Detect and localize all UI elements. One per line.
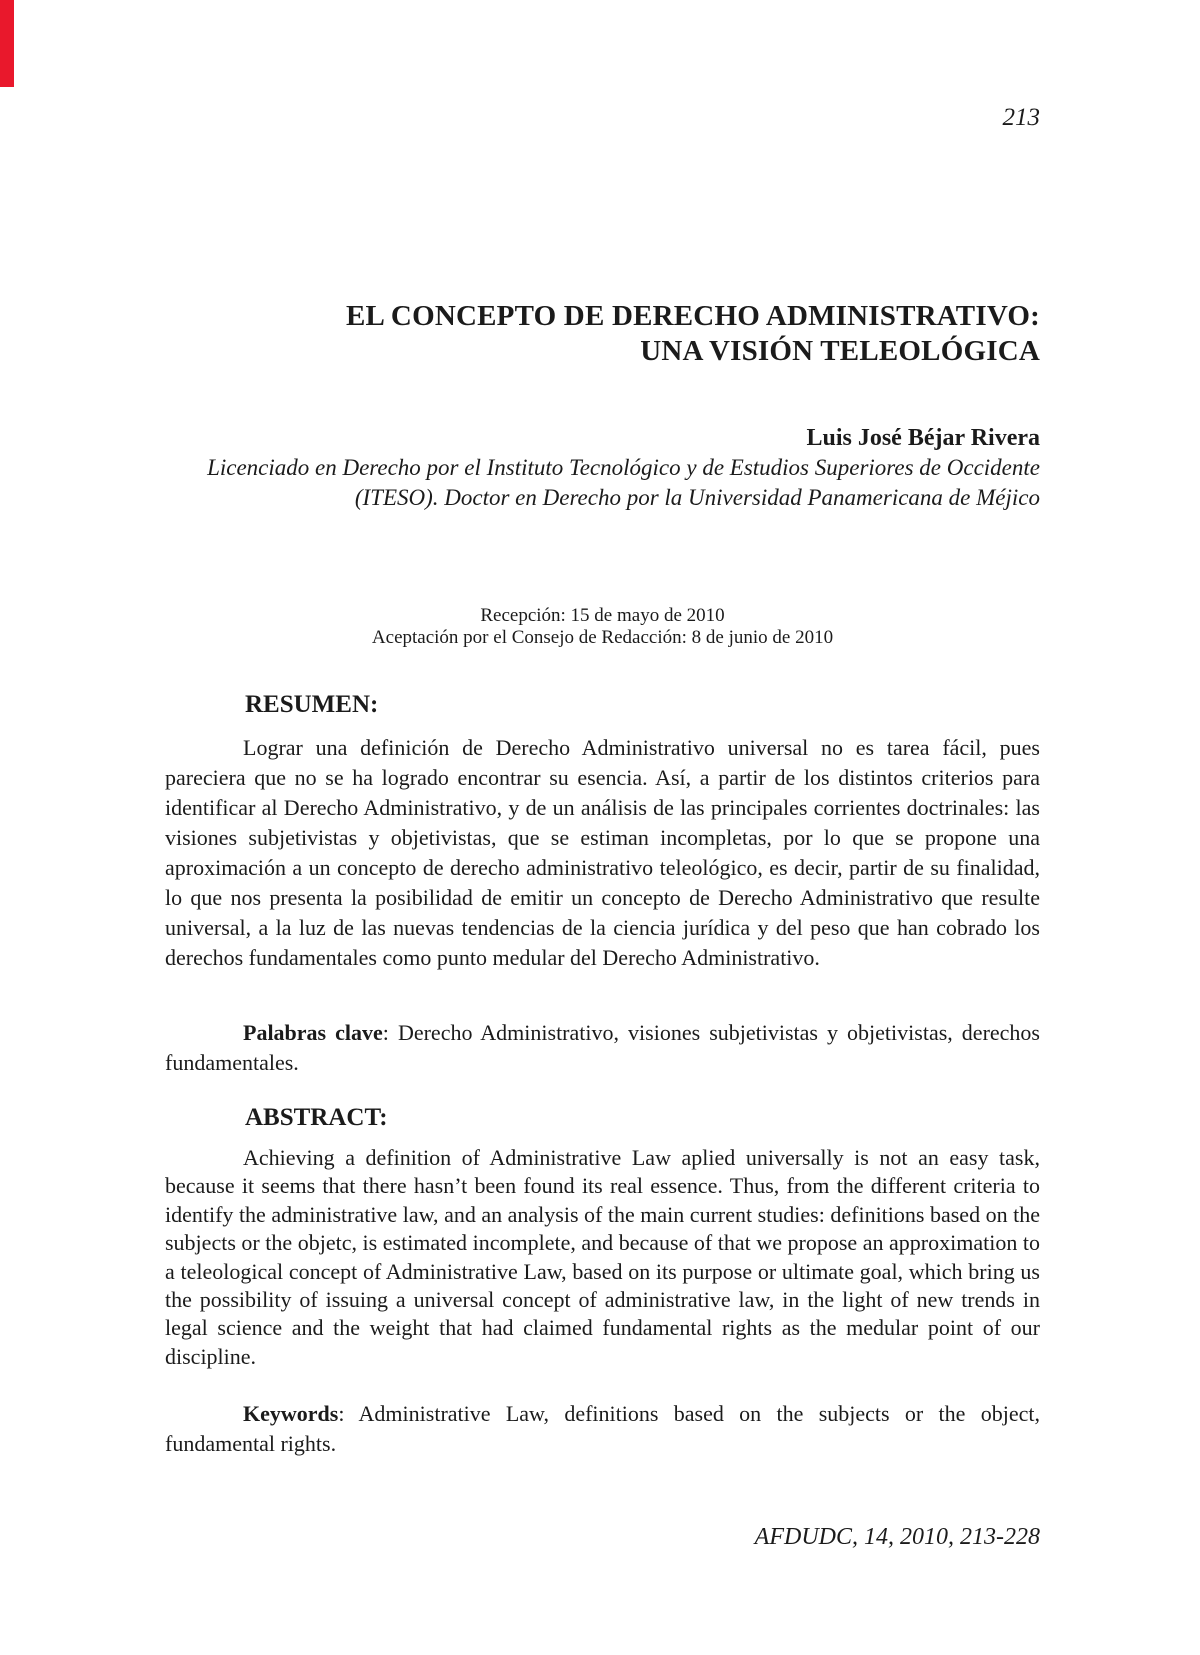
keywords-paragraph: [165, 1399, 1040, 1459]
abstract-heading-text: ABSTRACT:: [245, 1104, 388, 1131]
article-title-line-1: EL CONCEPTO DE DERECHO ADMINISTRATIVO:: [346, 300, 1040, 332]
resumen-heading-text: RESUMEN:: [245, 691, 379, 718]
palabras-clave-paragraph: [165, 1018, 1040, 1078]
author-name: Luis José Béjar Rivera: [806, 425, 1040, 451]
article-title-line-2: UNA VISIÓN TELEOLÓGICA: [640, 335, 1040, 367]
acceptance-date: Aceptación por el Consejo de Redacción: 8 de junio de 2010: [371, 626, 834, 648]
dates-block: [165, 605, 1040, 648]
article-title: [165, 299, 1040, 369]
abstract-paragraph: Achieving a definition of Administrative Law aplied universally is not an easy task, because it seems that there hasn’t been found its real essence. Thus, from the different criteria to identify the administrative law, and an analysis of the main current studies: definitions based on the subjects or the objetc, is estimated incomplete, and because of that we propose an approximation to a teleological concept of Administrative Law, based on its purpose or ultimate goal, which bring us the possibility of issuing a universal concept of administrative law, in the light of new trends in legal science and the weight that had claimed fundamental rights as the medular point of our discipline.: [165, 1145, 1040, 1369]
red-corner-mark: [0, 0, 14, 87]
resumen-paragraph: Lograr una definición de Derecho Administrativo universal no es tarea fácil, pues pareciera que no se ha logrado encontrar su esencia. Así, a partir de los distintos criterios para identificar al Derecho Administrativo, y de un análisis de las principales corrientes doctrinales: las visiones subjetivistas y objetivistas, que se estiman incompletas, por lo que se propone una aproximación a un concepto de derecho administrativo teleológico, es decir, partir de su finalidad, lo que nos presenta la posibilidad de emitir un concepto de Derecho Administrativo que resulte universal, a la luz de las nuevas tendencias de la ciencia jurídica y del peso que han cobrado los derechos fundamentales como punto medular del Derecho Administrativo.: [165, 735, 1040, 970]
journal-footer: AFDUDC, 14, 2010, 213-228: [754, 1524, 1040, 1550]
keywords-text: : Administrative Law, definitions based on the subjects or the object, fundamental rights.: [165, 1401, 1040, 1456]
palabras-clave-text: : Derecho Administrativo, visiones subjetivistas y objetivistas, derechos fundamentales.: [165, 1020, 1040, 1075]
affiliation-line-2: (ITESO). Doctor en Derecho por la Universidad Panamericana de Méjico: [354, 485, 1040, 510]
keywords-label: Keywords: [243, 1401, 339, 1426]
resumen-heading: [165, 691, 1040, 719]
reception-date: Recepción: 15 de mayo de 2010: [480, 605, 725, 626]
author-affiliation: [165, 453, 1040, 513]
page-number: 213: [1002, 104, 1040, 131]
affiliation-line-1: Licenciado en Derecho por el Instituto Tecnológico y de Estudios Superiores de Occidente: [207, 455, 1040, 480]
palabras-clave-label: Palabras clave: [243, 1020, 383, 1045]
abstract-heading: [165, 1104, 1040, 1132]
